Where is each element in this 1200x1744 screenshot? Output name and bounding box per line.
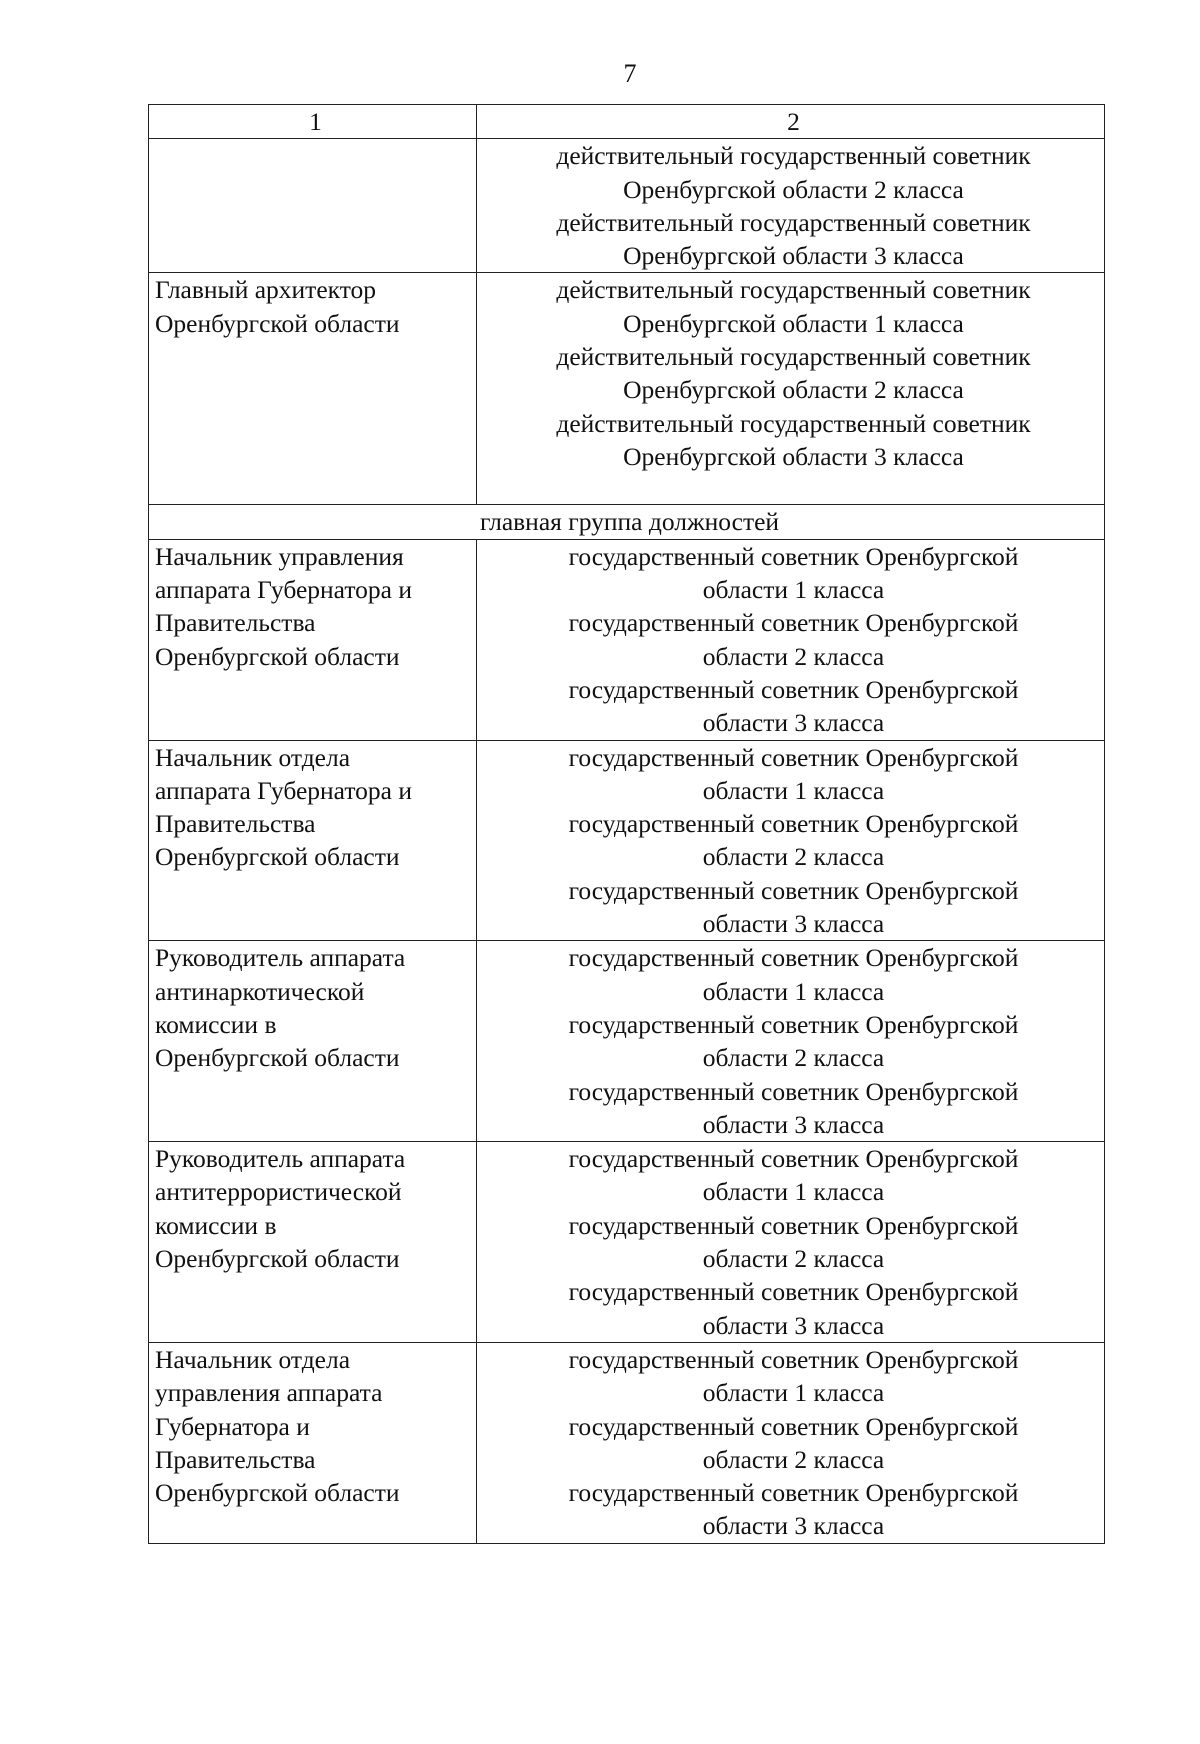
grade-line: области 1 класса xyxy=(702,976,885,1006)
grade-line: области 2 класса xyxy=(702,1244,885,1274)
position-line: управления аппарата xyxy=(155,1378,383,1408)
grade-line: государственный советник Оренбургской xyxy=(568,1144,1019,1174)
grade-cell xyxy=(477,1342,1105,1543)
position-line: Руководитель аппарата xyxy=(155,943,406,973)
grade-cell xyxy=(477,941,1105,1142)
position-line: аппарата Губернатора и xyxy=(155,575,412,605)
position-cell xyxy=(149,273,477,505)
grade-line: области 2 класса xyxy=(702,1043,885,1073)
table-row xyxy=(149,1342,1105,1543)
position-line: антитеррористической xyxy=(155,1177,402,1207)
grade-line: действительный государственный советник xyxy=(556,408,1031,438)
grade-line: области 2 класса xyxy=(702,641,885,671)
position-line: комиссии в xyxy=(155,1009,277,1039)
grade-cell xyxy=(477,273,1105,505)
grade-line: области 3 класса xyxy=(702,708,885,738)
grade-line: Оренбургской области 1 класса xyxy=(623,308,964,338)
table-row xyxy=(149,1142,1105,1343)
column-header-1: 1 xyxy=(149,105,477,139)
grade-line: области 1 класса xyxy=(702,1177,885,1207)
grade-cell xyxy=(477,740,1105,941)
grade-line: государственный советник Оренбургской xyxy=(568,1344,1019,1374)
position-line: Руководитель аппарата xyxy=(155,1144,406,1174)
grade-cell xyxy=(477,1142,1105,1343)
grade-line: государственный советник Оренбургской xyxy=(568,1277,1019,1307)
position-line: Оренбургской области xyxy=(155,842,400,872)
table-row xyxy=(149,273,1105,505)
grade-line: государственный советник Оренбургской xyxy=(568,1478,1019,1508)
grade-line: области 2 класса xyxy=(702,1444,885,1474)
position-line: Оренбургской области xyxy=(155,641,400,671)
grade-cell xyxy=(477,139,1105,273)
table-row xyxy=(149,139,1105,273)
position-line: Оренбургской области xyxy=(155,308,400,338)
grade-line: области 3 класса xyxy=(702,909,885,939)
grade-line: Оренбургской области 3 класса xyxy=(623,241,964,271)
table-header-row xyxy=(149,105,1105,139)
page-number: 7 xyxy=(623,59,637,88)
grade-line: действительный государственный советник xyxy=(556,342,1031,372)
grade-line: области 3 класса xyxy=(702,1310,885,1340)
position-cell xyxy=(149,740,477,941)
grade-line: государственный советник Оренбургской xyxy=(568,674,1019,704)
grade-line: действительный государственный советник xyxy=(556,275,1031,305)
grade-line: области 1 класса xyxy=(702,1378,885,1408)
position-line: Оренбургской области xyxy=(155,1043,400,1073)
grade-line: государственный советник Оренбургской xyxy=(568,608,1019,638)
grade-line: государственный советник Оренбургской xyxy=(568,1411,1019,1441)
table-row xyxy=(149,539,1105,740)
table-row xyxy=(149,941,1105,1142)
grade-line: действительный государственный советник xyxy=(556,207,1031,237)
grade-line: государственный советник Оренбургской xyxy=(568,742,1019,772)
grade-line: области 1 класса xyxy=(702,575,885,605)
column-header-2: 2 xyxy=(477,105,1105,139)
grade-line: государственный советник Оренбургской xyxy=(568,541,1019,571)
position-cell xyxy=(149,539,477,740)
grade-line: действительный государственный советник xyxy=(556,141,1031,171)
position-line: Начальник отдела xyxy=(155,742,351,772)
position-line: Главный архитектор xyxy=(155,275,376,305)
position-line: антинаркотической xyxy=(155,976,365,1006)
grade-line: Оренбургской области 2 класса xyxy=(623,174,964,204)
position-cell xyxy=(149,139,477,273)
grade-cell xyxy=(477,539,1105,740)
position-line: аппарата Губернатора и xyxy=(155,775,412,805)
position-cell xyxy=(149,1342,477,1543)
position-line: Губернатора и xyxy=(155,1411,310,1441)
position-cell xyxy=(149,1142,477,1343)
position-line: Оренбургской области xyxy=(155,1478,400,1508)
grade-line: области 3 класса xyxy=(702,1511,885,1541)
group-heading-row xyxy=(149,505,1105,539)
grade-line: государственный советник Оренбургской xyxy=(568,809,1019,839)
position-line: Оренбургской области xyxy=(155,1244,400,1274)
grade-line: государственный советник Оренбургской xyxy=(568,1210,1019,1240)
grade-line: Оренбургской области 2 класса xyxy=(623,375,964,405)
grade-line: области 3 класса xyxy=(702,1109,885,1139)
grade-line: государственный советник Оренбургской xyxy=(568,1076,1019,1106)
grade-line: государственный советник Оренбургской xyxy=(568,1009,1019,1039)
position-cell xyxy=(149,941,477,1142)
grade-line: области 1 класса xyxy=(702,775,885,805)
position-line: Начальник управления xyxy=(155,541,404,571)
position-line: Начальник отдела xyxy=(155,1344,351,1374)
positions-table xyxy=(148,104,1105,1544)
grade-line: области 2 класса xyxy=(702,842,885,872)
table-row xyxy=(149,740,1105,941)
grade-line: государственный советник Оренбургской xyxy=(568,943,1019,973)
position-line: Правительства xyxy=(155,809,316,839)
position-line: комиссии в xyxy=(155,1210,277,1240)
group-heading: главная группа должностей xyxy=(149,505,1105,539)
grade-line: государственный советник Оренбургской xyxy=(568,875,1019,905)
position-line: Правительства xyxy=(155,1444,316,1474)
grade-line: Оренбургской области 3 класса xyxy=(623,441,964,471)
position-line: Правительства xyxy=(155,608,316,638)
